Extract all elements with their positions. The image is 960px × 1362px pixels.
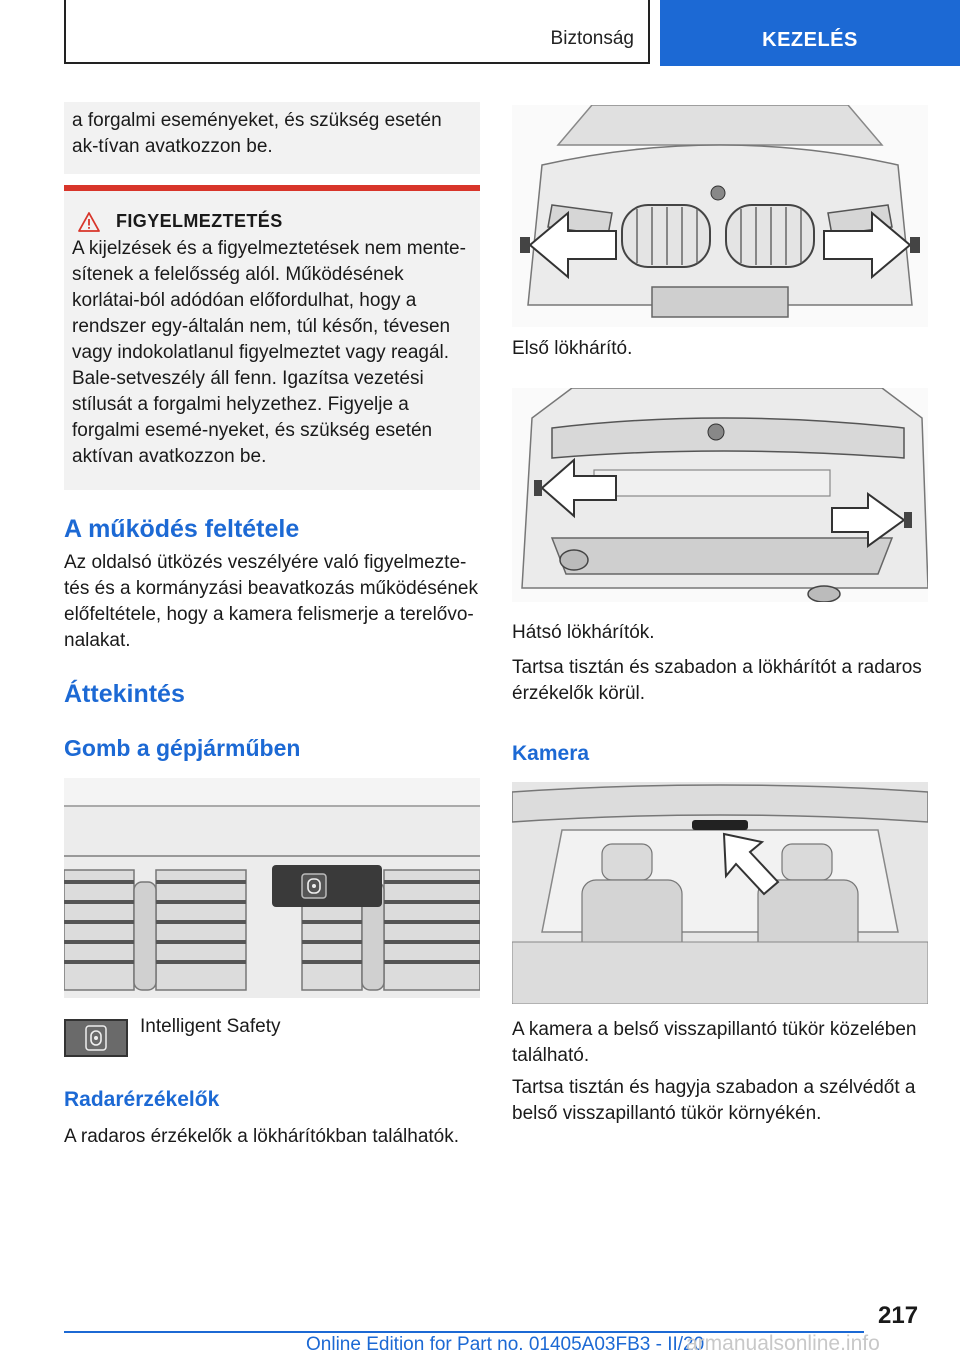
- footer-edition: Online Edition for Part no. 01405A03FB3 - II/20: [306, 1334, 705, 1355]
- warning-header: [72, 211, 472, 232]
- heading-overview: Áttekintés: [64, 680, 185, 708]
- rear-bumper-caption: Hátsó lökhárítók.: [512, 622, 655, 643]
- intelligent-safety-button[interactable]: [64, 1019, 128, 1057]
- header-chapter-tab[interactable]: KEZELÉS: [660, 0, 960, 66]
- front-bumper-caption: Első lökhárító.: [512, 338, 633, 359]
- warning-text: A kijelzések és a figyelmeztetések nem mente-sítenek a felelősség alól. Működésének korlátai-ból adódóan előfordulhat, hogy a rendszer egy-általán nem, túl későn, tévesen vagy indokolatlanul figyelmeztet vagy reagál. Bale-setveszély áll fenn. Igazítsa vezetési stílusát a forgalmi helyzethez. Figyelje a forgalmi esemé-nyeket, és szükség esetén aktívan avatkozzon be.: [72, 238, 466, 467]
- warning-box: [64, 185, 480, 490]
- dashboard-button-image: [64, 778, 480, 998]
- continuation-text: a forgalmi eseményeket, és szükség esetén ak-tívan avatkozzon be.: [72, 110, 442, 157]
- continuation-box: [64, 102, 480, 174]
- header-section-box: [64, 0, 650, 64]
- intelligent-safety-icon: [85, 1025, 107, 1051]
- header-section-title: Biztonság: [550, 28, 634, 49]
- camera-keep-clean-text: Tartsa tisztán és hagyja szabadon a szélvédőt a belső visszapillantó tükör környékén.: [512, 1077, 916, 1124]
- heading-radar: Radarérzékelők: [64, 1088, 220, 1111]
- rear-bumper-image: [512, 388, 928, 602]
- heading-camera: Kamera: [512, 742, 590, 765]
- camera-location-text: A kamera a belső visszapillantó tükör közelében található.: [512, 1019, 917, 1066]
- camera-image: [512, 782, 928, 1004]
- warning-title: FIGYELMEZTETÉS: [116, 211, 283, 231]
- page-number: 217: [878, 1302, 919, 1329]
- radar-text: A radaros érzékelők a lökhárítókban találhatók.: [64, 1126, 460, 1147]
- radar-keep-clean-text: Tartsa tisztán és szabadon a lökhárítót a radaros érzékelők körül.: [512, 657, 922, 704]
- warning-triangle-icon: [78, 212, 100, 232]
- watermark: armanualsonline.info: [686, 1332, 880, 1355]
- condition-text: Az oldalsó ütközés veszélyére való figyelmezte-tés és a kormányzási beavatkozás működésének előfeltétele, hogy a kamera felismerje a terelővo-nalakat.: [64, 552, 478, 651]
- heading-condition: A működés feltétele: [64, 515, 300, 543]
- intelligent-safety-label: Intelligent Safety: [140, 1016, 281, 1037]
- front-bumper-image: [512, 105, 928, 327]
- heading-button: Gomb a gépjárműben: [64, 735, 301, 761]
